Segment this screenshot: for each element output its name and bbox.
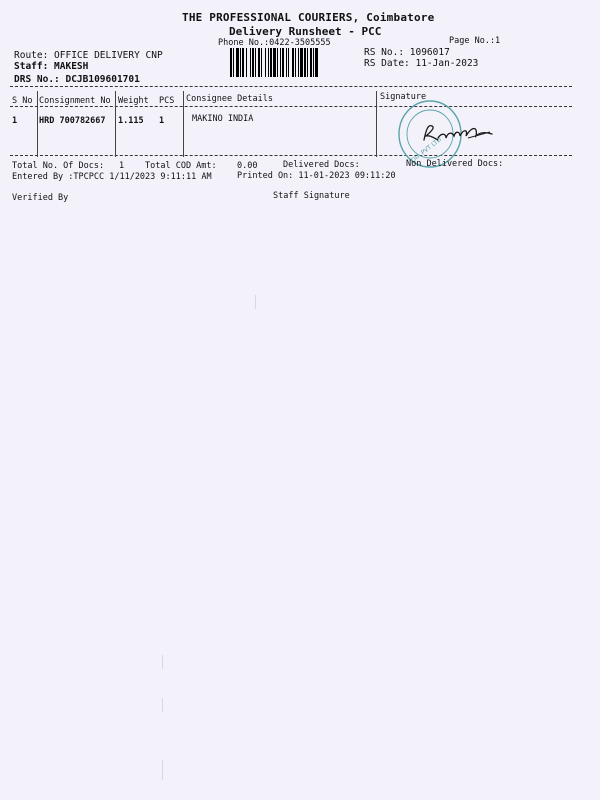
stamp-text: DIA PVT LTD xyxy=(409,136,444,165)
scan-mark xyxy=(255,295,256,309)
barcode-bar xyxy=(273,48,276,77)
phone-number: Phone No.:0422-3505555 xyxy=(218,38,331,48)
header-sno: S No xyxy=(12,96,33,106)
barcode-bar xyxy=(246,48,247,77)
header-pcs: PCS xyxy=(159,96,175,106)
scan-mark xyxy=(162,655,163,669)
cod-amount-label: Total COD Amt: xyxy=(145,161,217,171)
rs-date: RS Date: 11-Jan-2023 xyxy=(364,58,479,69)
cell-pcs: 1 xyxy=(159,116,165,126)
barcode-bar xyxy=(298,48,299,77)
staff-label: Staff: MAKESH xyxy=(14,61,89,72)
delivered-docs-label: Delivered Docs: xyxy=(283,160,360,170)
scan-mark xyxy=(162,760,163,780)
barcode-bar xyxy=(268,48,269,77)
barcode-bar xyxy=(292,48,294,77)
column-divider xyxy=(37,91,38,157)
barcode-bar xyxy=(300,48,303,77)
barcode-bar xyxy=(261,48,262,77)
scan-mark xyxy=(162,698,163,712)
barcode-bar xyxy=(280,48,281,77)
header-consignment: Consignment No xyxy=(39,96,111,106)
company-name: THE PROFESSIONAL COURIERS, Coimbatore xyxy=(182,11,435,24)
barcode-bar xyxy=(313,48,314,77)
header-consignee: Consignee Details xyxy=(186,94,273,104)
barcode-bar xyxy=(252,48,254,77)
barcode-bar xyxy=(286,48,287,77)
total-docs-value: 1 xyxy=(119,161,125,171)
barcode-bar xyxy=(315,48,318,77)
barcode-bar xyxy=(282,48,284,77)
non-delivered-docs-label: Non Delivered Docs: xyxy=(406,159,504,169)
barcode-bar xyxy=(236,48,239,77)
cell-consignment: HRD 700782667 xyxy=(39,116,106,126)
barcode-bar xyxy=(250,48,251,77)
barcode-bar xyxy=(295,48,296,77)
page-number: Page No.:1 xyxy=(449,36,501,46)
printed-on: Printed On: 11-01-2023 09:11:20 xyxy=(237,171,396,181)
barcode-bar xyxy=(304,48,306,77)
column-divider xyxy=(376,91,377,157)
handwritten-signature xyxy=(416,118,500,146)
cell-sno: 1 xyxy=(12,116,18,126)
column-divider xyxy=(183,91,184,157)
header-weight: Weight xyxy=(118,96,149,106)
barcode-bar xyxy=(265,48,266,77)
barcode-bar xyxy=(233,48,234,77)
barcode-bar xyxy=(258,48,260,77)
route-label: Route: OFFICE DELIVERY CNP xyxy=(14,50,163,61)
staff-signature: Staff Signature xyxy=(273,191,350,201)
entered-by: Entered By :TPCPCC 1/11/2023 9:11:11 AM xyxy=(12,172,212,182)
table-top-rule xyxy=(10,86,572,87)
cod-amount-value: 0.00 xyxy=(237,161,258,171)
barcode-bar xyxy=(307,48,308,77)
barcode-bar xyxy=(240,48,241,77)
barcode-bar xyxy=(255,48,256,77)
barcode xyxy=(230,48,358,77)
rs-number: RS No.: 1096017 xyxy=(364,47,450,58)
verified-by: Verified By xyxy=(12,193,69,203)
cell-consignee: MAKINO INDIA xyxy=(192,114,254,124)
document-title: Delivery Runsheet - PCC xyxy=(229,25,382,38)
barcode-bar xyxy=(242,48,244,77)
barcode-bar xyxy=(310,48,312,77)
barcode-bar xyxy=(230,48,232,77)
barcode-bar xyxy=(288,48,289,77)
drs-number: DRS No.: DCJB109601701 xyxy=(14,74,140,85)
column-divider xyxy=(115,91,116,157)
barcode-bar xyxy=(270,48,272,77)
total-docs-label: Total No. Of Docs: xyxy=(12,161,105,171)
cell-weight: 1.115 xyxy=(118,116,144,126)
header-signature: Signature xyxy=(380,92,427,102)
barcode-bar xyxy=(277,48,278,77)
